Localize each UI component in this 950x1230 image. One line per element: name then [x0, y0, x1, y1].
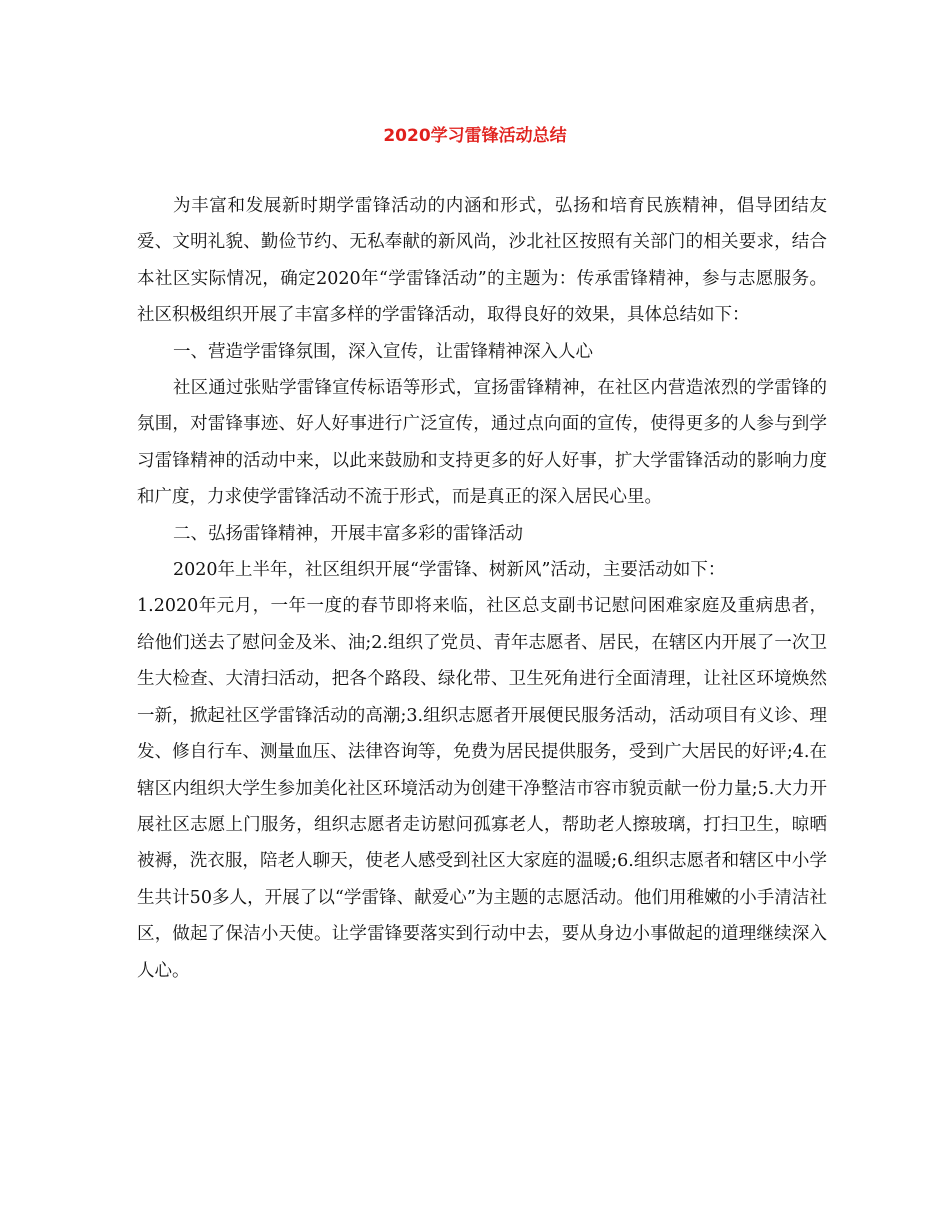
- intro-paragraph: 为丰富和发展新时期学雷锋活动的内涵和形式，弘扬和培育民族精神，倡导团结友爱、文明礼貌、勤俭节约、无私奉献的新风尚，沙北社区按照有关部门的相关要求，结合本社区实际情况，确定2020年“学雷锋活动”的主题为：传承雷锋精神，参与志愿服务。社区积极组织开展了丰富多样的学雷锋活动，取得良好的效果，具体总结如下：: [137, 196, 827, 326]
- document-title: 2020学习雷锋活动总结: [383, 126, 567, 146]
- section-intro-2: 2020年上半年，社区组织开展“学雷锋、树新风”活动，主要活动如下：: [173, 560, 726, 581]
- section-body-1: 社区通过张贴学雷锋宣传标语等形式，宣扬雷锋精神，在社区内营造浓烈的学雷锋的氛围，对雷锋事迹、好人好事进行广泛宣传，通过点向面的宣传，使得更多的人参与到学习雷锋精神的活动中来，以此来鼓励和支持更多的好人好事，扩大学雷锋活动的影响力度和广度，力求使学雷锋活动不流于形式，而是真正的深入居民心里。: [137, 378, 827, 508]
- document-body: [137, 188, 827, 989]
- section-body-2: 1.2020年元月，一年一度的春节即将来临，社区总支副书记慰问困难家庭及重病患者，给他们送去了慰问金及米、油;2.组织了党员、青年志愿者、居民，在辖区内开展了一次卫生大检查、大清扫活动，把各个路段、绿化带、卫生死角进行全面清理，让社区环境焕然一新，掀起社区学雷锋活动的高潮;3.组织志愿者开展便民服务活动，活动项目有义诊、理发、修自行车、测量血压、法律咨询等，免费为居民提供服务，受到广大居民的好评;4.在辖区内组织大学生参加美化社区环境活动为创建干净整洁市容市貌贡献一份力量;5.大力开展社区志愿上门服务，组织志愿者走访慰问孤寡老人，帮助老人擦玻璃，打扫卫生，晾晒被褥，洗衣服，陪老人聊天，使老人感受到社区大家庭的温暖;6.组织志愿者和辖区中小学生共计50多人，开展了以“学雷锋、献爱心”为主题的志愿活动。他们用稚嫩的小手清洁社区，做起了保洁小天使。让学雷锋要落实到行动中去，要从身边小事做起的道理继续深入人心。: [137, 596, 827, 981]
- section-heading-1: 一、营造学雷锋氛围，深入宣传，让雷锋精神深入人心: [173, 341, 593, 362]
- section-heading-2: 二、弘扬雷锋精神，开展丰富多彩的雷锋活动: [173, 523, 523, 544]
